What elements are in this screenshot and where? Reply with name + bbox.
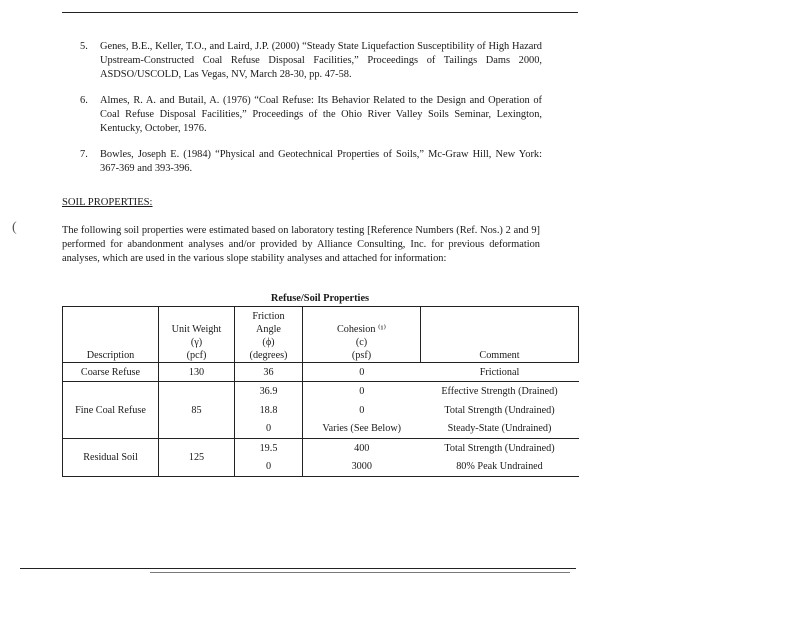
header-friction-angle: Friction Angle (ϕ) (degrees) (235, 307, 303, 363)
table-row (63, 439, 579, 458)
cell-cohesion: 3000 (303, 458, 421, 477)
cell-friction: 0 (235, 458, 303, 477)
header-comment: Comment (421, 307, 579, 363)
cell-comment: Steady-State (Undrained) (421, 420, 579, 439)
scan-mark-left: ( (12, 220, 17, 235)
cell-cohesion: Varies (See Below) (303, 420, 421, 439)
cell-comment: Total Strength (Undrained) (444, 404, 555, 416)
section-heading: SOIL PROPERTIES: (62, 197, 153, 208)
cell-friction: 36.9 (235, 382, 303, 401)
cell-unit-weight: 130 (159, 363, 235, 382)
soil-properties-table (62, 306, 579, 477)
cell-cohesion: 400 (303, 439, 421, 458)
bottom-rule-2 (150, 572, 570, 573)
reference-item: 7. Bowles, Joseph E. (1984) “Physical and Geotechnical Properties of Soils,” Mc-Graw Hill, New York: 367-369 and 393-396. (80, 149, 542, 174)
top-rule (62, 12, 578, 13)
cell-comment: Frictional (421, 363, 579, 382)
reference-list (80, 40, 542, 188)
bottom-rule (20, 568, 576, 569)
cell-cohesion: 0 (303, 382, 421, 401)
table-row (63, 363, 579, 382)
header-cohesion: Cohesion ⁽¹⁾ (c) (psf) (303, 307, 421, 363)
intro-paragraph: The following soil properties were estimated based on laboratory testing [Reference Numbers (Ref. Nos.) 2 and 9] performed for abandonment analyses and/or provided by Alliance Consulting, Inc. for previous deformation analyses, which are used in the various slope stability analyses and attached for information: (62, 225, 540, 264)
cell-unit-weight: 125 (159, 439, 235, 477)
cell-description: Coarse Refuse (63, 363, 159, 382)
cell-comment: Effective Strength (Drained) (441, 385, 558, 397)
table-header-row (63, 307, 579, 363)
cell-friction: 0 (235, 420, 303, 439)
cell-comment: Total Strength (Undrained) (444, 442, 555, 454)
cell-description: Fine Coal Refuse (63, 382, 159, 439)
header-unit-weight: Unit Weight (γ) (pcf) (159, 307, 235, 363)
cell-cohesion: 0 (303, 401, 421, 420)
cell-comment: 80% Peak Undrained (421, 458, 579, 477)
header-description: Description (63, 307, 159, 363)
table-row (63, 382, 579, 401)
cell-description: Residual Soil (63, 439, 159, 477)
cell-friction: 18.8 (235, 401, 303, 420)
table-caption: Refuse/Soil Properties (270, 293, 370, 304)
cell-friction: 36 (235, 363, 303, 382)
reference-item: 5. Genes, B.E., Keller, T.O., and Laird, J.P. (2000) “Steady State Liquefaction Susceptibility of High Hazard Upstream-Constructed Coal Refuse Disposal Facilities,” Proceedings of Tailings Dams 2000, ASDSO/USCOLD, Las Vegas, NV, March 28-30, pp. 47-58. (80, 41, 542, 80)
reference-item: 6. Almes, R. A. and Butail, A. (1976) “Coal Refuse: Its Behavior Related to the Design and Operation of Coal Refuse Disposal Facilities,” Proceedings of the Ohio River Valley Soils Seminar, Lexington, Kentucky, October, 1976. (80, 95, 542, 134)
cell-friction: 19.5 (235, 439, 303, 458)
cell-unit-weight: 85 (159, 382, 235, 439)
cell-cohesion: 0 (303, 363, 421, 382)
